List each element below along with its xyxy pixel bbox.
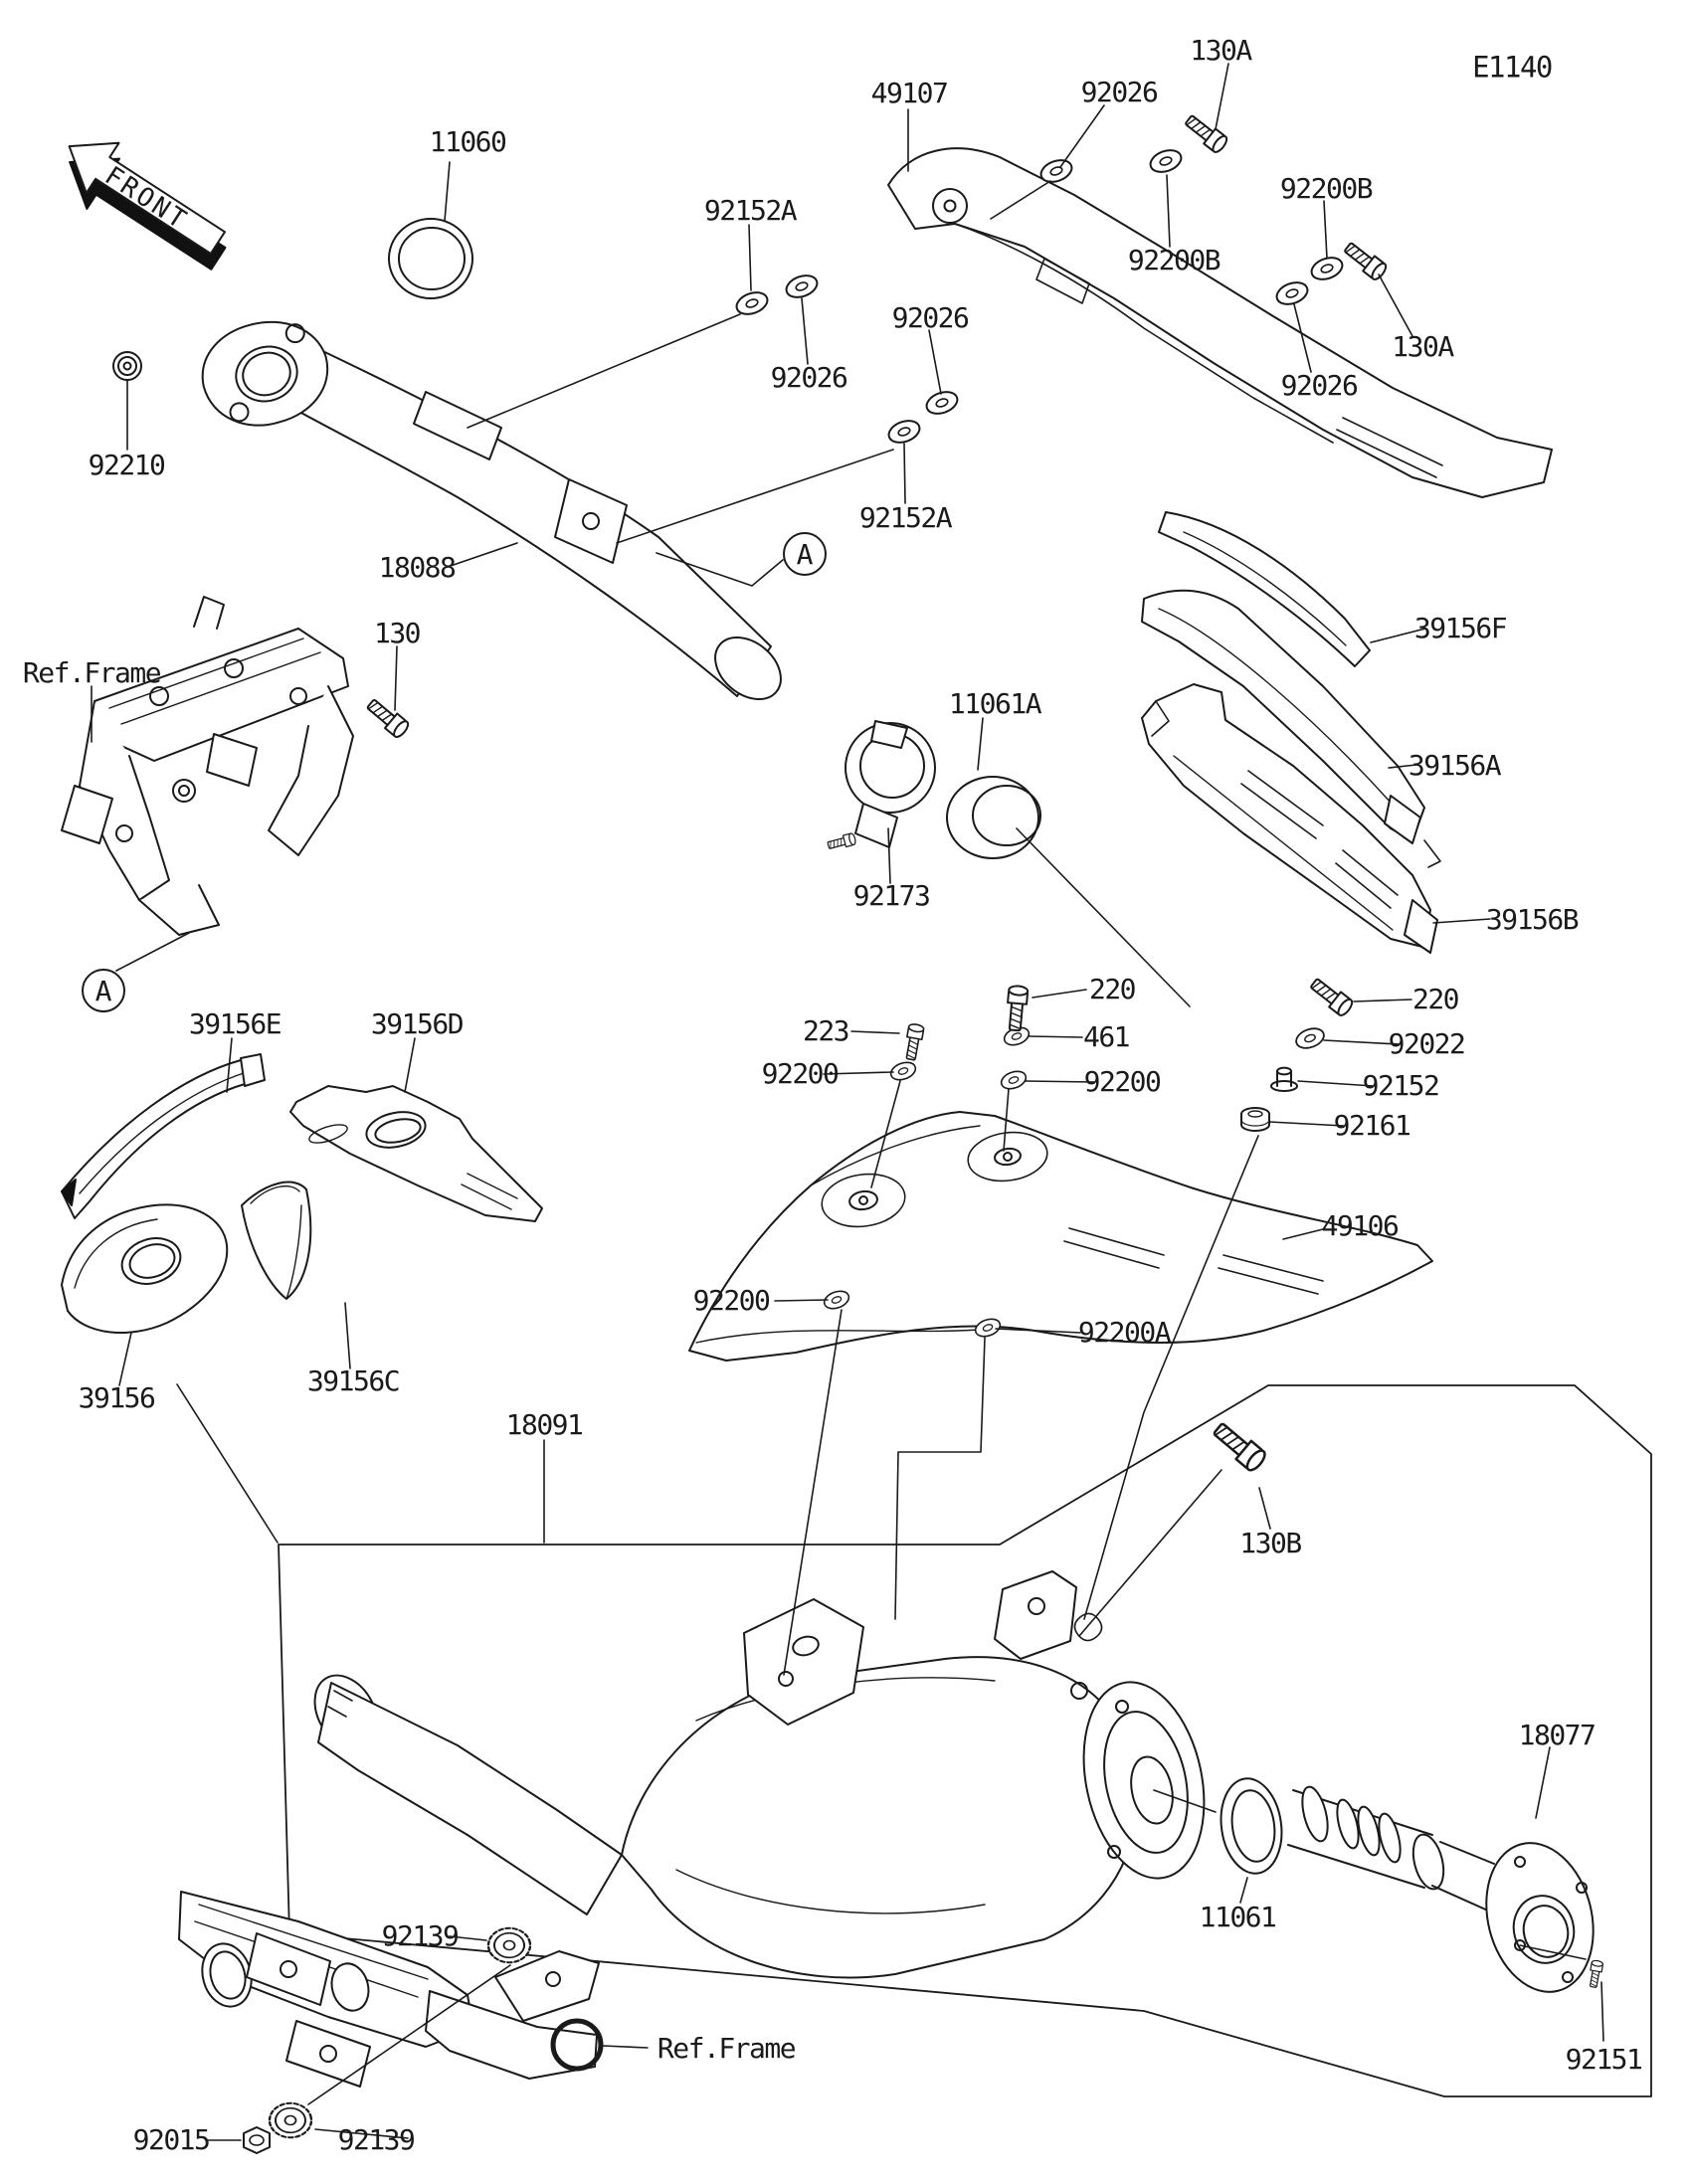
part-label-92200B-left: 92200B [1127,244,1221,276]
part-label-39156D: 39156D [370,1007,464,1040]
part-label-39156C: 39156C [306,1365,400,1397]
part-label-92026-top: 92026 [1080,76,1158,108]
part-label-92152: 92152 [1362,1069,1439,1102]
tail-assembly [1216,1774,1608,2003]
part-label-92152A: 92152A [703,194,797,227]
part-label-220-right: 220 [1411,983,1459,1015]
pad-39156D [290,1086,542,1221]
clamp-92173 [827,721,935,851]
part-label-130A-top: 130A [1190,34,1251,67]
part-label-39156: 39156 [78,1381,155,1414]
detail-marker-a-bottom [83,970,124,1011]
detail-marker-a-top-label: A [796,538,814,571]
part-label-11060: 11060 [429,125,506,158]
pad-39156 [62,1204,227,1333]
part-label-11061: 11061 [1199,1901,1276,1933]
part-label-49106: 49106 [1321,1209,1399,1242]
part-label-92139-upper: 92139 [381,1919,459,1952]
part-label-49107: 49107 [870,77,948,109]
part-label-92161: 92161 [1333,1109,1410,1142]
part-label-220-center: 220 [1088,973,1136,1005]
part-label-92026-mid-right: 92026 [891,301,969,334]
part-label-18091: 18091 [505,1408,583,1441]
part-label-92200B-right: 92200B [1279,172,1373,205]
part-label-92015: 92015 [132,2123,210,2156]
part-label-92151: 92151 [1565,2043,1642,2076]
part-label-130A-bottom: 130A [1392,330,1453,363]
front-arrow-label: FRONT [98,160,194,237]
part-label-18088: 18088 [378,551,456,584]
part-label-11061A: 11061A [948,687,1041,720]
front-arrow [46,121,242,283]
pad-39156C [242,1183,310,1299]
part-label-92173: 92173 [852,879,930,912]
cap-nut-92210 [113,352,141,380]
part-label-39156A: 39156A [1408,749,1501,782]
pad-39156E [62,1054,265,1218]
part-label-92200-left: 92200 [761,1057,839,1090]
gasket-11061A [947,777,1040,858]
part-label-92026-mid: 92026 [770,361,847,394]
part-label-92026-right: 92026 [1280,369,1358,402]
frame-upper [62,597,353,935]
part-label-92210: 92210 [88,449,165,481]
part-label-461: 461 [1082,1020,1130,1053]
part-label-130: 130 [373,617,421,649]
part-label-92152A-2: 92152A [858,501,952,534]
part-label-130B: 130B [1239,1527,1301,1559]
part-label-92139-lower: 92139 [337,2123,415,2156]
ref-frame-label-top: Ref.Frame [22,656,161,689]
part-label-39156B: 39156B [1485,903,1579,936]
part-label-39156E: 39156E [188,1007,282,1040]
part-label-92200A: 92200A [1077,1316,1171,1349]
part-label-18077: 18077 [1518,1719,1596,1751]
part-label-39156F: 39156F [1413,612,1507,644]
part-label-92022: 92022 [1388,1027,1465,1060]
diagram-code: E1140 [1472,50,1552,85]
part-label-92200-right: 92200 [1083,1065,1161,1098]
part-label-92200-lower: 92200 [692,1284,770,1317]
part-label-223: 223 [802,1014,849,1047]
detail-marker-a-bottom-label: A [94,975,112,1007]
heat-shield-49107 [888,148,1552,497]
detail-marker-a-top [784,533,826,575]
ref-frame-label-bottom: Ref.Frame [657,2032,796,2065]
gasket-ring-11060 [389,219,472,298]
